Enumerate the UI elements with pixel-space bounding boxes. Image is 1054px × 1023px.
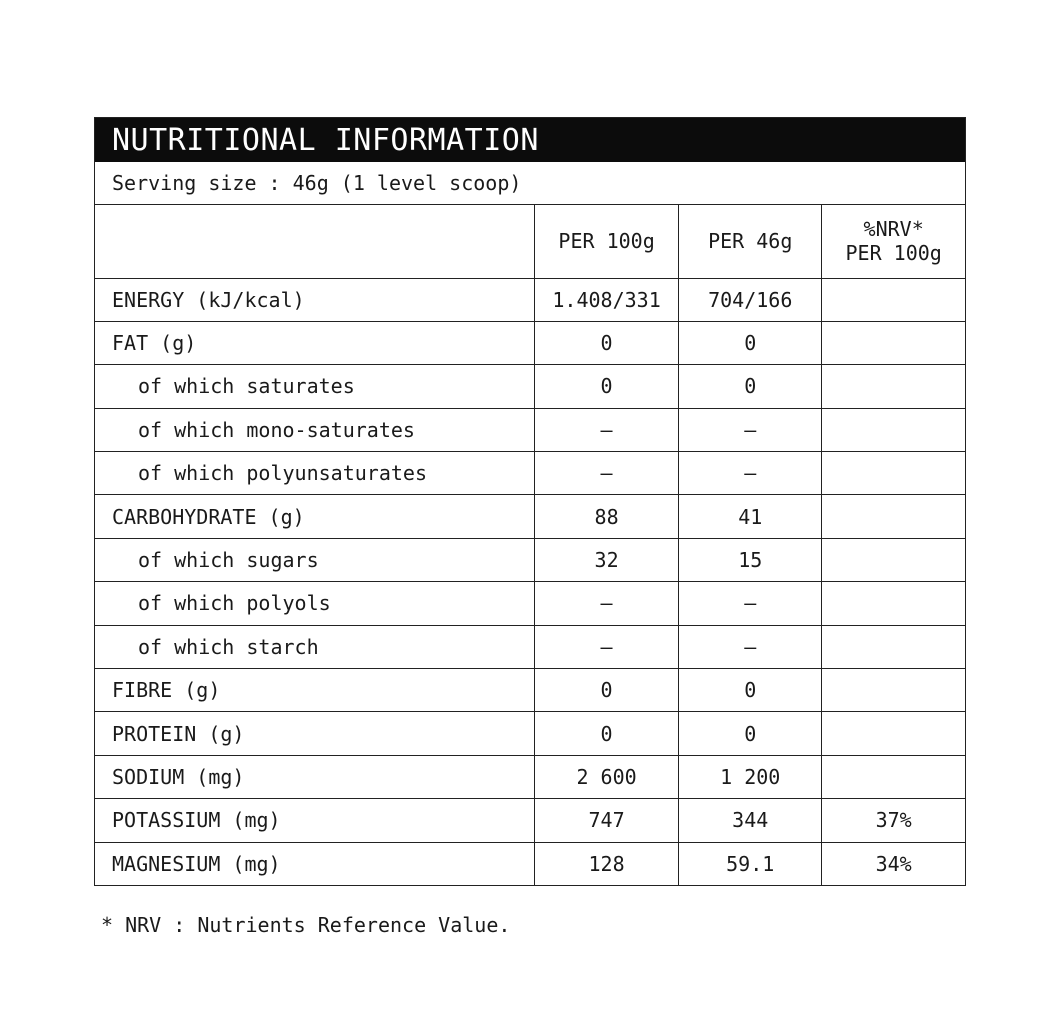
value-per-100g: 2 600 [535,755,679,798]
value-nrv [822,495,965,538]
value-per-46g: – [679,452,822,495]
header-nutrient [95,205,535,278]
table-row [95,321,965,364]
value-per-100g: 0 [535,365,679,408]
table-row [95,365,965,408]
value-nrv [822,712,965,755]
value-per-46g: 704/166 [679,278,822,321]
value-per-100g: – [535,625,679,668]
header-nrv [822,205,965,278]
value-per-46g: 59.1 [679,842,822,885]
value-per-46g: 0 [679,321,822,364]
table-row [95,799,965,842]
value-per-100g: – [535,408,679,451]
nutrient-label: FAT (g) [95,321,535,364]
value-per-100g: – [535,452,679,495]
nutrient-label: of which polyols [95,582,535,625]
value-per-46g: 1 200 [679,755,822,798]
footnote: * NRV : Nutrients Reference Value. [101,913,511,937]
value-nrv [822,625,965,668]
nutrient-label: of which polyunsaturates [95,452,535,495]
header-nrv-line1: %NRV* [863,217,924,242]
table-row [95,755,965,798]
table-row [95,625,965,668]
nutrient-label: of which mono-saturates [95,408,535,451]
value-nrv [822,321,965,364]
table-row [95,538,965,581]
nutrition-table [95,205,965,885]
value-per-46g: 0 [679,365,822,408]
value-per-46g: – [679,408,822,451]
value-nrv [822,365,965,408]
value-per-100g: 128 [535,842,679,885]
table-row [95,408,965,451]
value-per-46g: 41 [679,495,822,538]
value-nrv [822,408,965,451]
header-per-100g: PER 100g [535,205,679,278]
nutrient-label: MAGNESIUM (mg) [112,852,281,877]
value-per-100g: 0 [535,321,679,364]
value-nrv: 37% [822,799,965,842]
value-nrv: 34% [822,842,965,885]
nutrient-label: of which sugars [95,538,535,581]
nutrient-label: SODIUM (mg) [95,755,535,798]
header-per-46g: PER 46g [679,205,822,278]
value-per-100g: – [535,582,679,625]
nutrition-title: NUTRITIONAL INFORMATION [95,118,965,162]
value-per-100g: 88 [535,495,679,538]
value-per-46g: 344 [679,799,822,842]
value-nrv [822,582,965,625]
table-header-row [95,205,965,278]
table-row [95,582,965,625]
table-row [95,278,965,321]
value-per-100g: 0 [535,669,679,712]
nutrient-label: of which saturates [95,365,535,408]
value-nrv [822,278,965,321]
nutrient-label: PROTEIN (g) [95,712,535,755]
value-per-100g: 1.408/331 [535,278,679,321]
value-per-46g: 0 [679,712,822,755]
nutrient-label: CARBOHYDRATE (g) [95,495,535,538]
table-row [95,495,965,538]
table-row [95,842,965,885]
nutrition-panel [94,117,966,886]
nutrient-label: POTASSIUM (mg) [95,799,535,842]
table-row [95,669,965,712]
value-per-46g: – [679,625,822,668]
value-per-46g: 15 [679,538,822,581]
value-nrv [822,669,965,712]
table-row [95,712,965,755]
value-per-46g: – [679,582,822,625]
value-per-100g: 747 [535,799,679,842]
nutrient-label: of which starch [95,625,535,668]
nutrient-label: FIBRE (g) [95,669,535,712]
value-per-46g: 0 [679,669,822,712]
value-nrv [822,755,965,798]
value-per-100g: 32 [535,538,679,581]
value-per-100g: 0 [535,712,679,755]
table-row [95,452,965,495]
value-nrv [822,452,965,495]
nutrient-label: ENERGY (kJ/kcal) [95,278,535,321]
serving-size: Serving size : 46g (1 level scoop) [95,162,965,205]
value-nrv [822,538,965,581]
header-nrv-line2: PER 100g [845,241,942,266]
